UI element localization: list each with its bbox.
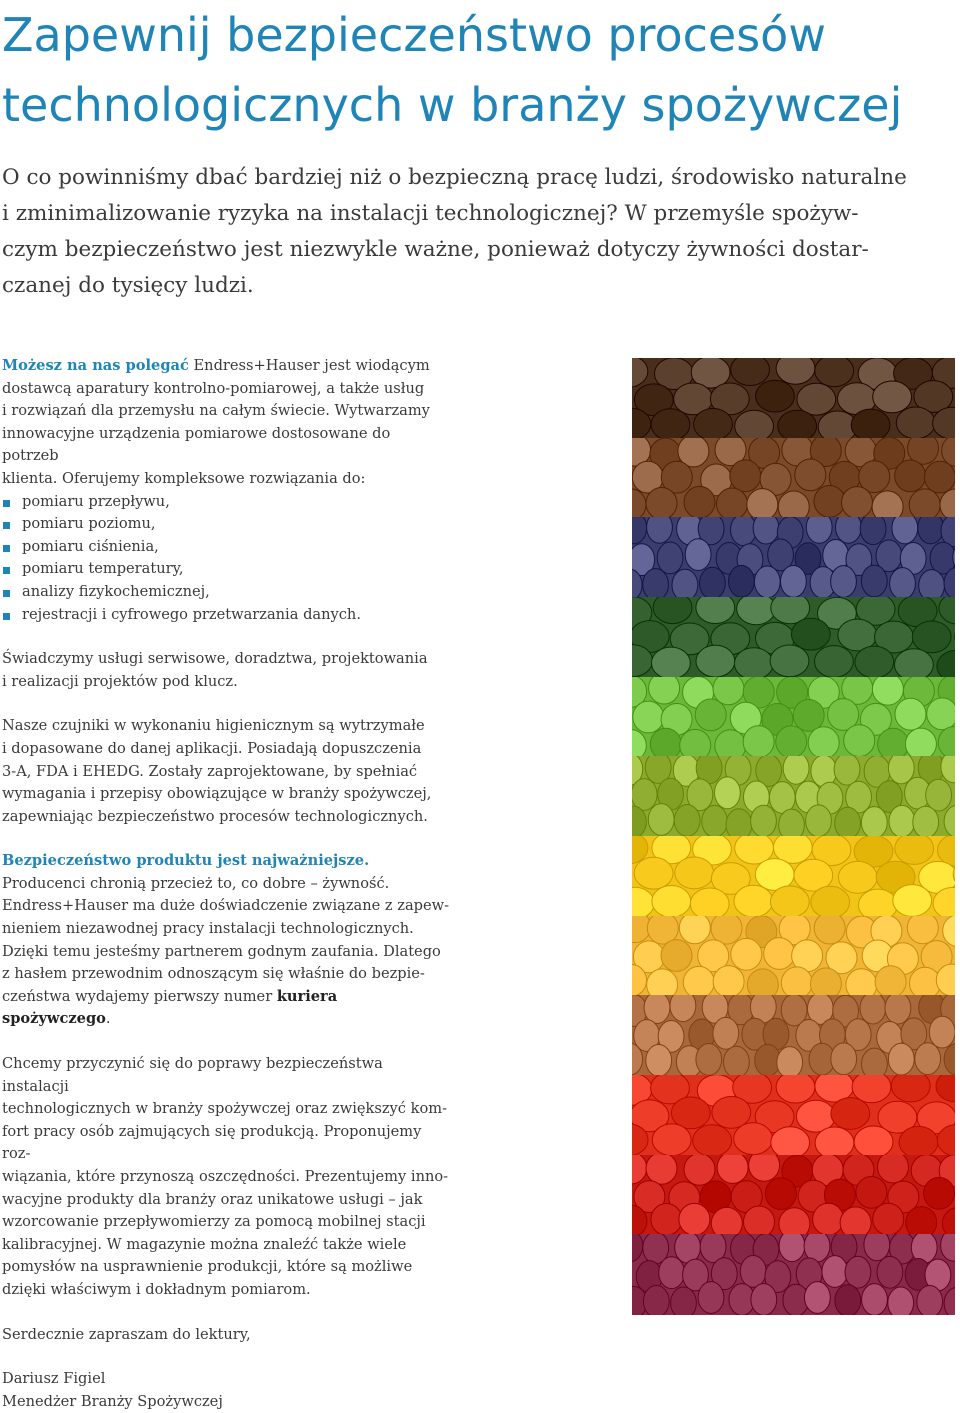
texture-blob	[889, 806, 915, 837]
texture-blob	[895, 698, 926, 730]
greeting: Serdecznie zapraszam do lektury,	[2, 1324, 450, 1347]
lead-paragraph	[2, 160, 957, 304]
text-line: wacyjne produkty dla branży oraz unikatowe usługi – jak	[2, 1191, 422, 1208]
list-item: pomiaru ciśnienia,	[2, 536, 450, 559]
text-line: dzięki właściwym i dokładnym pomiarom.	[2, 1281, 311, 1298]
texture-blob	[646, 1045, 672, 1076]
safety-paragraph	[2, 850, 450, 1031]
food-strip-corn	[632, 836, 955, 917]
texture-blob	[808, 726, 839, 757]
texture-blob	[862, 1284, 888, 1315]
texture-blob	[917, 1286, 943, 1315]
texture-blob	[730, 460, 761, 492]
texture-blob	[845, 1257, 871, 1289]
texture-blob	[770, 645, 809, 677]
texture-blob	[734, 648, 773, 678]
food-strip-pasta	[632, 916, 955, 997]
texture-blob	[675, 857, 714, 889]
texture-blob	[646, 1155, 677, 1184]
text-line: Endress+Hauser jest wiodącym	[189, 357, 430, 374]
text-line: .	[106, 1010, 111, 1027]
texture-blob	[875, 965, 906, 996]
texture-blob	[915, 1043, 941, 1075]
texture-blob	[941, 756, 955, 783]
texture-blob	[712, 1097, 751, 1129]
text-line: Świadczymy usługi serwisowe, doradztwa, projektowania	[2, 650, 428, 667]
text-line: i rozwiązań dla przemysłu na całym świecie. Wytwarzamy	[2, 402, 430, 419]
food-strip-broccoli	[632, 597, 955, 678]
texture-blob	[877, 1257, 903, 1289]
text-line: zapewniając bezpieczeństwo procesów technologicznych.	[2, 808, 428, 825]
text-line: technologicznych w branży spożywczej oraz zwiększyć kom-	[2, 1100, 447, 1117]
texture-blob	[633, 701, 664, 733]
texture-blob	[744, 1206, 775, 1236]
texture-blob	[659, 1257, 685, 1289]
texture-blob	[731, 938, 762, 970]
lead-line: i zminimalizowanie ryzyka na instalacji technologicznej? W przemyśle spożyw-	[2, 201, 859, 226]
texture-blob	[651, 409, 690, 439]
texture-blob	[634, 857, 673, 889]
texture-blob	[632, 779, 657, 811]
texture-blob	[632, 517, 647, 544]
intro-highlight: Możesz na nas polegać	[2, 357, 189, 374]
texture-blob	[907, 916, 938, 944]
text-line: z hasłem przewodnim odnoszącym się właśnie do bezpie-	[2, 965, 425, 982]
lead-line: czym bezpieczeństwo jest niezwykle ważne, ponieważ dotyczy żywności dostar-	[2, 237, 869, 262]
texture-blob	[661, 939, 692, 971]
texture-blob	[685, 539, 711, 571]
texture-blob	[860, 995, 886, 1024]
texture-blob	[905, 728, 936, 758]
texture-blob	[795, 459, 826, 491]
signature	[2, 1368, 450, 1413]
texture-blob	[791, 618, 830, 650]
text-line: nieniem niezawodnej pracy instalacji technologicznych.	[2, 920, 414, 937]
texture-blob	[653, 597, 692, 624]
texture-blob	[944, 806, 955, 837]
texture-blob	[632, 1234, 643, 1262]
food-strip-red-pepper	[632, 1155, 955, 1236]
texture-blob	[783, 756, 809, 784]
texture-blob	[924, 1177, 955, 1209]
text-line: Dzięki temu jesteśmy partnerem godnym zaufania. Dlatego	[2, 943, 441, 960]
food-strip-coffee-beans	[632, 358, 955, 439]
texture-blob	[749, 1155, 780, 1181]
texture-blob	[652, 886, 691, 917]
texture-blob	[647, 517, 673, 543]
texture-blob	[743, 725, 774, 757]
texture-blob	[781, 566, 807, 598]
texture-blob	[694, 409, 733, 439]
goals-paragraph	[2, 1053, 450, 1302]
texture-blob	[873, 1203, 904, 1235]
texture-blob	[885, 995, 911, 1024]
texture-blob	[657, 542, 683, 574]
texture-blob	[815, 358, 854, 387]
texture-blob	[751, 1284, 777, 1315]
food-strip-lettuce	[632, 677, 955, 758]
texture-blob	[895, 649, 934, 678]
lead-line: O co powinniśmy dbać bardziej niż o bezpieczną pracę ludzi, środowisko naturalne	[2, 165, 907, 190]
texture-blob	[711, 1207, 742, 1235]
texture-blob	[814, 916, 845, 944]
list-item: pomiaru temperatury,	[2, 558, 450, 581]
text-line: Endress+Hauser ma duże doświadczenie związane z zapew-	[2, 897, 449, 914]
food-strip-buckwheat	[632, 438, 955, 519]
text-line: i dopasowane do danej aplikacji. Posiadają dopuszczenia	[2, 740, 421, 757]
title-line-1: Zapewnij bezpieczeństwo procesów	[2, 8, 826, 62]
texture-blob	[861, 807, 887, 837]
magazine-name: kuriera spożywczego	[2, 988, 337, 1028]
texture-blob	[715, 729, 746, 757]
food-strip-almonds	[632, 995, 955, 1076]
texture-blob	[651, 1203, 682, 1235]
texture-blob	[747, 488, 778, 518]
texture-blob	[679, 916, 710, 944]
texture-blob	[764, 937, 795, 969]
texture-blob	[810, 968, 841, 997]
texture-blob	[941, 1234, 955, 1261]
texture-blob	[670, 995, 696, 1022]
text-line: wymagania i przepisy obowiązujące w branży spożywczej,	[2, 785, 431, 802]
texture-blob	[940, 489, 955, 519]
texture-blob	[643, 569, 669, 598]
texture-blob	[632, 1155, 647, 1184]
texture-blob	[831, 1043, 857, 1075]
texture-blob	[776, 1075, 815, 1103]
texture-blob	[815, 646, 854, 678]
text-line: pomysłów na usprawnienie produkcji, które są możliwe	[2, 1258, 412, 1275]
texture-blob	[779, 1234, 805, 1262]
texture-blob	[731, 358, 770, 386]
texture-blob	[731, 517, 757, 546]
texture-blob	[872, 677, 903, 705]
texture-blob	[896, 407, 935, 439]
texture-blob	[806, 805, 832, 837]
measurement-list	[2, 491, 450, 627]
texture-blob	[811, 886, 850, 916]
texture-blob	[912, 621, 951, 653]
texture-blob	[888, 1044, 914, 1076]
texture-blob	[909, 489, 940, 519]
texture-blob	[632, 887, 654, 916]
intro-paragraph	[2, 355, 450, 491]
sensors-paragraph	[2, 715, 450, 828]
texture-blob	[724, 1047, 750, 1076]
texture-blob	[734, 1123, 773, 1155]
text-line: Nasze czujniki w wykonaniu higienicznym są wytrzymałe	[2, 717, 425, 734]
texture-blob	[713, 965, 744, 996]
texture-blob	[859, 889, 898, 917]
texture-blob	[696, 645, 735, 677]
texture-blob	[944, 1288, 955, 1315]
list-item: rejestracji i cyfrowego przetwarzania danych.	[2, 604, 450, 627]
texture-blob	[652, 1124, 691, 1156]
food-strip-grapes	[632, 1234, 955, 1315]
text-line: klienta. Oferujemy kompleksowe rozwiązania do:	[2, 470, 365, 487]
texture-blob	[779, 1207, 810, 1235]
safety-heading: Bezpieczeństwo produktu jest najważniejsze.	[2, 852, 369, 869]
texture-blob	[835, 1285, 861, 1315]
texture-blob	[793, 699, 824, 731]
texture-blob	[906, 1206, 937, 1235]
texture-blob	[822, 1256, 848, 1288]
text-line: wiązania, które przynoszą oszczędności. Prezentujemy inno-	[2, 1168, 448, 1185]
texture-blob	[899, 1126, 938, 1155]
texture-blob	[717, 488, 748, 519]
texture-blob	[860, 517, 886, 545]
text-line: fort pracy osób zajmujących się produkcją. Proponujemy roz-	[2, 1123, 421, 1163]
list-item: analizy fizykochemicznej,	[2, 581, 450, 604]
texture-blob	[942, 1207, 955, 1235]
texture-blob	[862, 1048, 888, 1076]
texture-blob	[671, 1287, 697, 1315]
texture-blob	[674, 805, 700, 837]
texture-blob	[851, 409, 890, 439]
text-line: dostawcą aparatury kontrolno-pomiarowej, a także usług	[2, 380, 424, 397]
texture-blob	[890, 568, 916, 598]
texture-blob	[855, 646, 894, 678]
lead-line: czanej do tysięcy ludzi.	[2, 273, 254, 298]
texture-blob	[872, 491, 903, 519]
texture-blob	[650, 728, 681, 757]
texture-blob	[918, 517, 944, 544]
texture-blob	[888, 1287, 914, 1315]
text-line: czeństwa wydajemy pierwszy numer	[2, 988, 277, 1005]
texture-blob	[679, 1203, 710, 1235]
texture-blob	[729, 566, 755, 598]
text-line: wzorcowanie przepływomierzy za pomocą mobilnej stacji	[2, 1213, 426, 1230]
texture-blob	[831, 566, 857, 598]
texture-blob	[737, 597, 776, 625]
texture-blob	[698, 1282, 724, 1314]
text-line: i realizacji projektów pod klucz.	[2, 673, 238, 690]
texture-blob	[778, 410, 817, 438]
texture-blob	[776, 726, 807, 758]
texture-blob	[696, 597, 735, 624]
texture-blob	[840, 1207, 871, 1236]
texture-blob	[943, 916, 955, 947]
texture-blob	[776, 358, 815, 384]
texture-blob	[815, 1127, 854, 1156]
texture-blob	[632, 358, 648, 387]
texture-blob	[693, 1125, 732, 1156]
texture-blob	[695, 699, 726, 731]
texture-blob	[740, 1256, 766, 1288]
texture-blob	[878, 728, 909, 757]
author-role: Menedżer Branży Spożywczej	[2, 1393, 223, 1410]
texture-blob	[835, 808, 861, 837]
texture-blob	[649, 677, 680, 704]
texture-blob	[854, 1126, 893, 1156]
texture-blob	[846, 968, 877, 996]
texture-blob	[713, 1018, 739, 1050]
page-title	[2, 0, 952, 140]
texture-blob	[838, 861, 877, 893]
texture-blob	[873, 381, 912, 413]
texture-blob	[781, 967, 812, 997]
texture-blob	[891, 1075, 930, 1102]
texture-blob	[831, 1098, 870, 1130]
texture-blob	[892, 517, 918, 544]
list-item: pomiaru przepływu,	[2, 491, 450, 514]
texture-blob	[937, 650, 955, 677]
texture-blob	[754, 566, 780, 598]
title-line-2: technologicznych w branży spożywczej	[2, 78, 902, 132]
texture-blob	[770, 886, 809, 917]
texture-blob	[834, 756, 860, 785]
list-item: pomiaru poziomu,	[2, 513, 450, 536]
texture-blob	[939, 597, 955, 624]
texture-blob	[895, 460, 926, 492]
texture-blob	[717, 1155, 748, 1183]
texture-blob	[895, 836, 934, 864]
texture-blob	[632, 729, 646, 757]
texture-blob	[936, 1075, 955, 1102]
texture-blob	[856, 1176, 887, 1208]
texture-blob	[893, 885, 932, 917]
texture-blob	[836, 517, 862, 543]
texture-blob	[715, 777, 741, 809]
texture-blob	[747, 969, 778, 997]
texture-blob	[756, 380, 795, 412]
texture-blob	[684, 486, 715, 518]
food-strip-plums	[632, 517, 955, 598]
texture-blob	[696, 1044, 722, 1076]
texture-blob	[778, 491, 809, 519]
text-line: 3-A, FDA i EHEDG. Zostały zaprojektowane, by spełniać	[2, 763, 417, 780]
texture-blob	[735, 410, 774, 438]
texture-blob	[702, 806, 728, 837]
texture-blob	[926, 780, 952, 812]
texture-blob	[690, 888, 729, 917]
texture-blob	[680, 729, 711, 757]
texture-blob	[777, 1047, 803, 1076]
texture-blob	[734, 885, 773, 916]
texture-blob	[806, 517, 832, 543]
texture-blob	[683, 966, 714, 996]
texture-blob	[842, 486, 873, 518]
texture-blob	[814, 485, 845, 517]
texture-blob	[805, 1282, 831, 1314]
texture-blob	[765, 1177, 796, 1209]
texture-blob	[878, 1155, 909, 1183]
author-name: Dariusz Figiel	[2, 1370, 105, 1387]
texture-blob	[643, 1286, 669, 1315]
texture-blob	[944, 1044, 955, 1076]
texture-blob	[652, 647, 691, 678]
texture-blob	[919, 570, 945, 598]
services-paragraph	[2, 648, 450, 693]
food-image-collage	[632, 358, 955, 1314]
texture-blob	[813, 1203, 844, 1235]
texture-blob	[647, 969, 678, 997]
texture-blob	[910, 967, 941, 996]
texture-blob	[751, 806, 777, 837]
texture-blob	[672, 570, 698, 598]
texture-blob	[726, 809, 752, 837]
texture-blob	[861, 565, 887, 597]
text-line: kalibracyjnej. W magazynie można znaleźć także wiele	[2, 1236, 406, 1253]
text-line: innowacyjne urządzenia pomiarowe dostosowane do potrzeb	[2, 425, 390, 465]
food-strip-tomato	[632, 1075, 955, 1156]
food-strip-kiwi	[632, 756, 955, 837]
texture-blob	[844, 724, 875, 756]
texture-blob	[771, 1127, 810, 1156]
texture-blob	[927, 698, 955, 730]
texture-blob	[646, 487, 677, 518]
texture-blob	[632, 488, 646, 518]
text-column	[2, 355, 450, 1413]
text-line: Chcemy przyczynić się do poprawy bezpieczeństwa instalacji	[2, 1055, 383, 1095]
texture-blob	[938, 726, 955, 757]
text-line: Producenci chronią przecież to, co dobre – żywność.	[2, 875, 389, 892]
texture-blob	[929, 1017, 955, 1049]
texture-blob	[779, 809, 805, 837]
texture-blob	[924, 461, 955, 493]
texture-blob	[684, 1155, 715, 1185]
texture-blob	[648, 804, 674, 836]
texture-blob	[700, 568, 726, 598]
texture-blob	[913, 807, 939, 837]
